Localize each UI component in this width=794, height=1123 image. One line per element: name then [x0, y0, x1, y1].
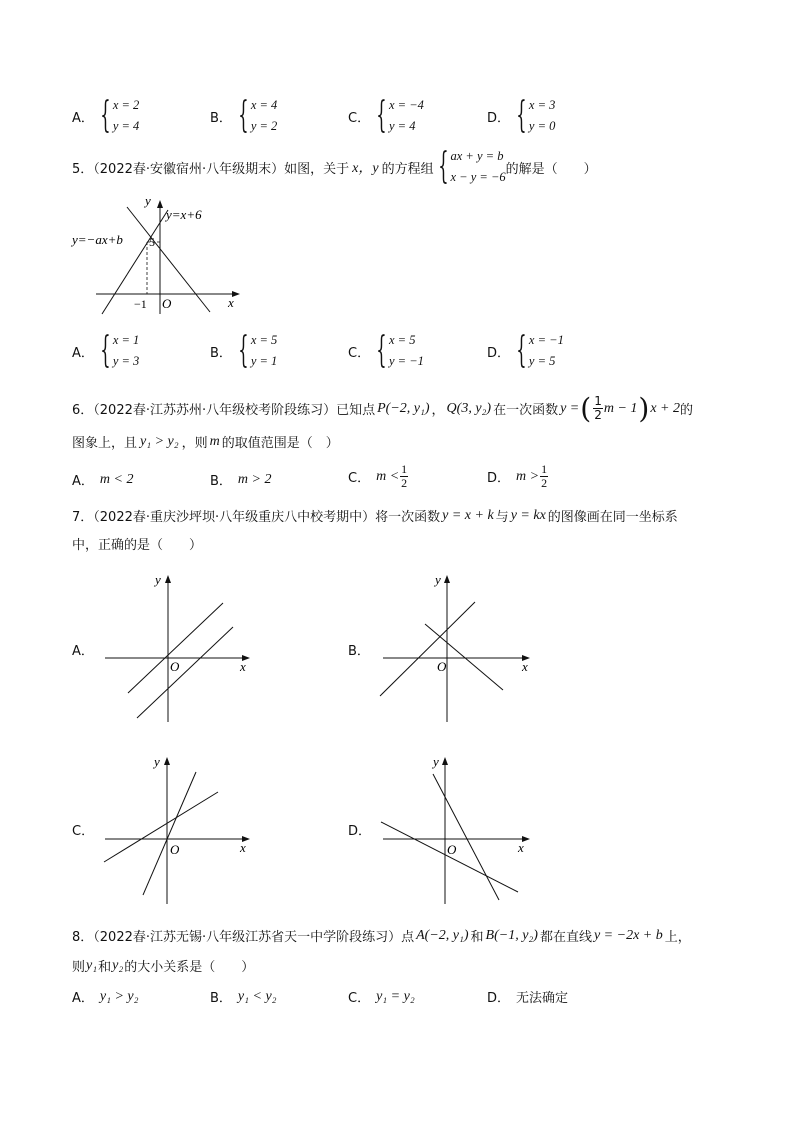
tick-x-label: −1 [134, 297, 147, 311]
q4-option-d: D． { x = 3 y = 0 [487, 95, 556, 136]
fraction: $\frac{1}{2}$ [541, 462, 548, 490]
svg-text:y: y [154, 754, 160, 769]
option-label: C． [348, 110, 371, 126]
q4-option-c: C． { x = −4 y = 4 [348, 95, 424, 136]
svg-text:O: O [447, 842, 457, 857]
line2-label: y=−ax+b [72, 232, 123, 247]
q8-option-a: A． y₁ > y₂ [72, 988, 139, 1006]
option-label: D． [487, 345, 511, 361]
origin-label: O [162, 296, 172, 311]
svg-text:y: y [433, 754, 439, 769]
brace-icon: { [376, 330, 387, 371]
option-label: D． [487, 110, 511, 126]
q5-option-a: A． { x = 1 y = 3 [72, 330, 140, 371]
brace-icon: { [376, 95, 387, 136]
tick-y-label: 5 [149, 235, 155, 249]
option-label: B． [210, 110, 232, 126]
q8-stem-line2: 则 y₁ 和 y₂ 的大小关系是（ ） [72, 957, 255, 975]
brace-icon: { [238, 95, 249, 136]
svg-text:y: y [435, 572, 441, 587]
q8-option-d: D． 无法确定 [487, 991, 569, 1006]
q5-stem: 5．（2022春·安徽宿州·八年级期末）如图，关于 x，y 的方程组 { ax + y = b x − y = −6 的解是（ ） [72, 146, 597, 187]
q6-option-c: C． m < $\frac{1}{2}$ [348, 462, 408, 490]
brace-icon: { [437, 146, 449, 187]
q5-figure [70, 192, 250, 317]
option-label: A． [72, 345, 94, 361]
q5-option-b: B． { x = 5 y = 1 [210, 330, 278, 371]
option-label: C． [348, 345, 371, 361]
svg-text:x: x [522, 659, 528, 674]
q8-stem-line1: 8．（2022春·江苏无锡·八年级江苏省天一中学阶段练习）点 A(−2, y₁) 和 B(−1, y₂) 都在直线 y = −2x + b 上， [72, 927, 691, 945]
q7-option-b-graph [375, 570, 535, 725]
svg-text:y: y [155, 572, 161, 587]
brace-icon: { [100, 95, 111, 136]
q4-option-b: B． { x = 4 y = 2 [210, 95, 278, 136]
q7-option-c-label: C． [72, 824, 95, 839]
q7-option-a-graph [100, 570, 255, 725]
x-axis-label: x [228, 295, 234, 310]
q6-option-d: D． m > $\frac{1}{2}$ [487, 462, 548, 490]
q4-option-a: A． { x = 2 y = 4 [72, 95, 140, 136]
q7-option-c-graph [100, 752, 255, 907]
q7-option-d-graph [375, 752, 535, 907]
q7-option-a-label: A． [72, 644, 94, 659]
option-label: A． [72, 110, 94, 126]
q5-option-c: C． { x = 5 y = −1 [348, 330, 424, 371]
brace-icon: { [516, 330, 527, 371]
q6-option-a: A． m < 2 [72, 471, 134, 489]
q6-stem-line2: 图象上，且 y₁ > y₂ ，则 m 的取值范围是（ ） [72, 433, 339, 451]
svg-text:x: x [518, 840, 524, 855]
svg-text:x: x [240, 659, 246, 674]
q7-stem-line2: 中，正确的是（ ） [72, 538, 203, 553]
fraction: $\frac{1}{2}$ [401, 462, 408, 490]
brace-icon: { [238, 330, 249, 371]
fraction: $\frac{1}{2}$ [594, 394, 602, 422]
q7-option-b-label: B． [348, 644, 370, 659]
brace-icon: { [516, 95, 527, 136]
brace-icon: { [100, 330, 111, 371]
svg-text:O: O [170, 659, 180, 674]
q7-option-d-label: D． [348, 824, 372, 839]
svg-text:O: O [170, 842, 180, 857]
option-label: B． [210, 345, 232, 361]
q6-option-b: B． m > 2 [210, 471, 272, 489]
svg-text:x: x [240, 840, 246, 855]
q7-stem-line1: 7．（2022春·重庆沙坪坝·八年级重庆八中校考期中）将一次函数 y = x + k 与 y = kx 的图像画在同一坐标系 [72, 507, 678, 525]
svg-text:O: O [437, 659, 447, 674]
q5-option-d: D． { x = −1 y = 5 [487, 330, 564, 371]
y-axis-label: y [145, 193, 151, 208]
q8-option-b: B． y₁ < y₂ [210, 988, 277, 1006]
line1-label: y=x+6 [166, 207, 202, 222]
q6-stem-line1: 6．（2022春·江苏苏州·八年级校考阶段练习）已知点 P(−2, y₁) ， Q(3, y₂) 在一次函数 y = ( $\frac{1}{2}$ m − 1 ) x + 2 的 [72, 392, 694, 425]
q8-option-c: C． y₁ = y₂ [348, 988, 415, 1006]
